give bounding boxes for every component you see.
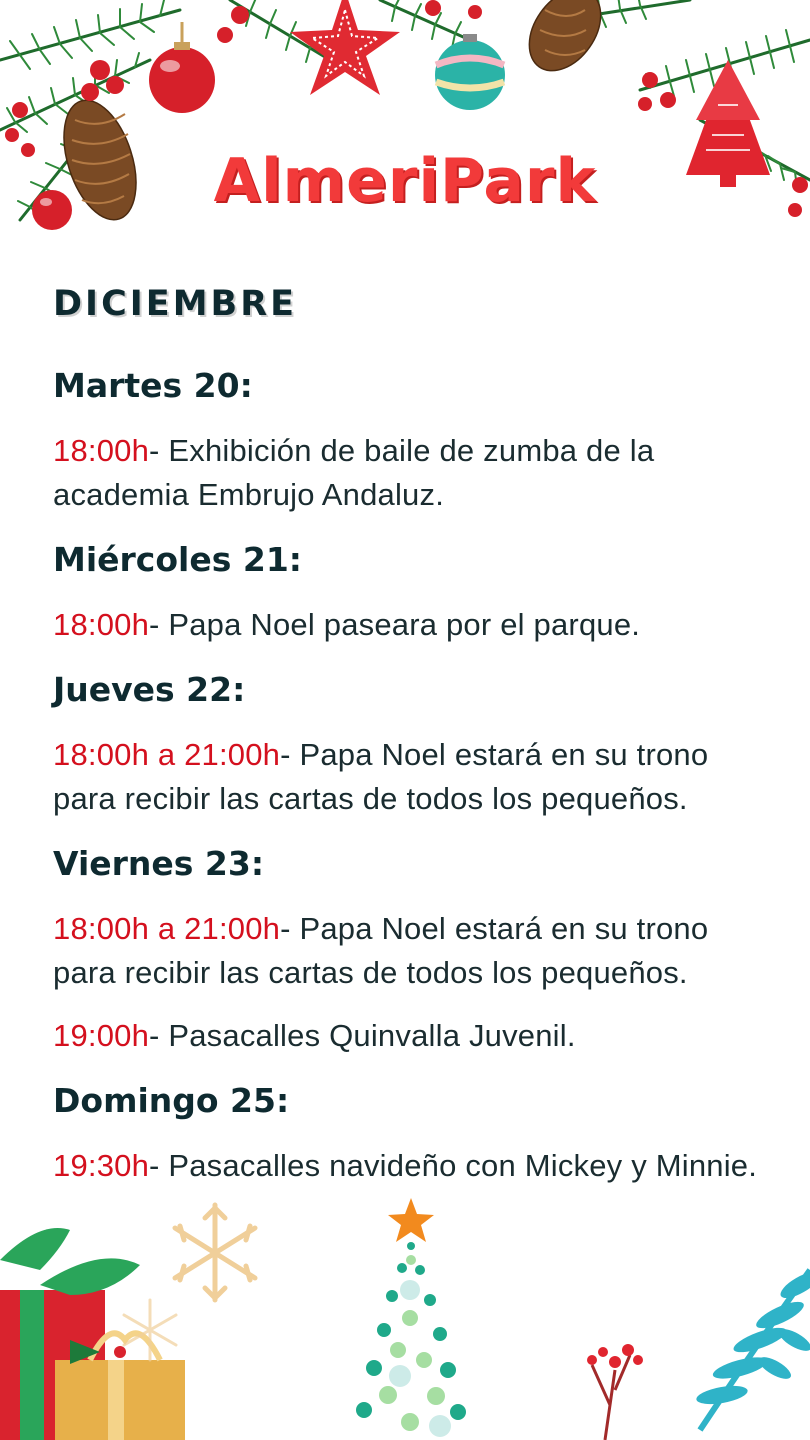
event-item bbox=[53, 907, 773, 995]
event-time: 18:00h a 21:00h bbox=[53, 911, 281, 946]
event-item bbox=[53, 733, 773, 821]
day-heading: Domingo 25: bbox=[53, 1081, 290, 1120]
event-description: - Papa Noel estará en su trono para recibir las cartas de todos los pequeños. bbox=[53, 911, 709, 990]
schedule-list bbox=[53, 362, 773, 1207]
event-item bbox=[53, 603, 773, 647]
event-description: - Exhibición de baile de zumba de la academia Embrujo Andaluz. bbox=[53, 433, 655, 512]
day-heading: Viernes 23: bbox=[53, 844, 265, 883]
event-time: 18:00h bbox=[53, 433, 150, 468]
event-time: 19:30h bbox=[53, 1148, 150, 1183]
berry-icon bbox=[587, 1344, 643, 1440]
event-time: 18:00h bbox=[53, 607, 150, 642]
event-item bbox=[53, 1014, 773, 1058]
event-description: - Papa Noel estará en su trono para recibir las cartas de todos los pequeños. bbox=[53, 737, 709, 816]
event-item bbox=[53, 429, 773, 517]
event-description: - Papa Noel paseara por el parque. bbox=[149, 607, 641, 642]
brand-title: AlmeriPark bbox=[213, 146, 597, 216]
snowflake-icon bbox=[175, 1205, 255, 1300]
bottom-christmas-decoration bbox=[0, 1190, 810, 1440]
event-time: 18:00h a 21:00h bbox=[53, 737, 281, 772]
day-heading: Miércoles 21: bbox=[53, 540, 302, 579]
top-christmas-decoration bbox=[0, 0, 810, 270]
event-item bbox=[53, 1144, 773, 1188]
christmas-tree-icon bbox=[356, 1198, 466, 1437]
event-description: - Pasacalles Quinvalla Juvenil. bbox=[149, 1018, 576, 1053]
event-description: - Pasacalles navideño con Mickey y Minnie. bbox=[149, 1148, 758, 1183]
month-heading: DICIEMBRE bbox=[53, 284, 298, 324]
day-heading: Martes 20: bbox=[53, 366, 253, 405]
leaf-icon bbox=[695, 1267, 810, 1430]
day-heading: Jueves 22: bbox=[53, 670, 246, 709]
event-time: 19:00h bbox=[53, 1018, 150, 1053]
